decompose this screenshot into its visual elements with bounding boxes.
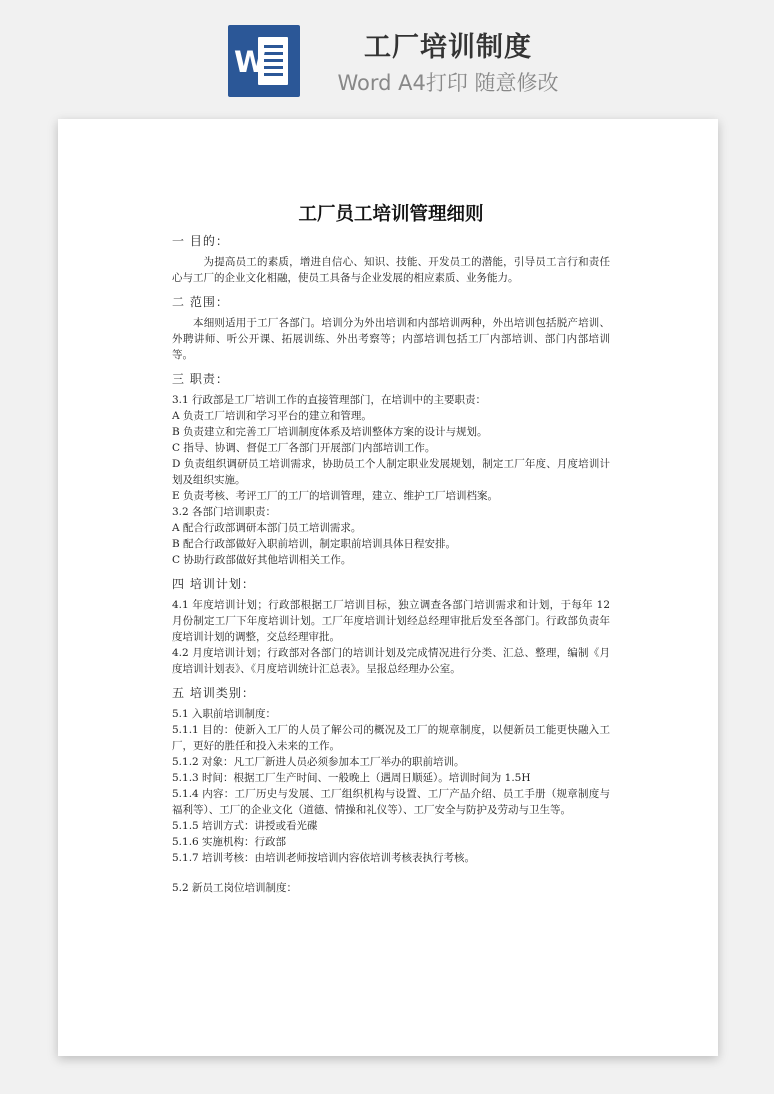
list-item: A 负责工厂培训和学习平台的建立和管理。 — [172, 410, 372, 422]
list-item: B 负责建立和完善工厂培训制度体系及培训整体方案的设计与规划。 — [172, 426, 488, 438]
paragraph: 为提高员工的素质，增进自信心、知识、技能、开发员工的潜能，引导员工言行和责任心与工厂的企业文化相融，使员工具备与企业发展的相应素质、业务能力。 — [172, 256, 610, 284]
document-body — [172, 201, 610, 896]
paragraph: 3.1 行政部是工厂培训工作的直接管理部门，在培训中的主要职责： — [172, 394, 487, 406]
list-item: E 负责考核、考评工厂的工厂的培训管理，建立、维护工厂培训档案。 — [172, 490, 499, 502]
word-letter: W — [234, 45, 266, 79]
paragraph: 4.2 月度培训计划；行政部对各部门的培训计划及完成情况进行分类、汇总、整理，编制《月度培训计划表》、《月度培训统计汇总表》。呈报总经理办公室。 — [172, 647, 610, 675]
paragraph: 本细则适用于工厂各部门。培训分为外出培训和内部培训两种，外出培训包括脱产培训、外聘讲师、听公开课、拓展训练、外出考察等；内部培训包括工厂内部培训、部门内部培训等。 — [172, 317, 610, 361]
header-banner — [0, 0, 774, 110]
paragraph: 4.1 年度培训计划；行政部根据工厂培训目标，独立调查各部门培训需求和计划，于每年 12 月份制定工厂下年度培训计划。工厂年度培训计划经总经理审批后发至各部门。行政部负责年度培训计划的调整，交总经理审批。 — [172, 599, 610, 643]
paragraph: 5.1.3 时间：根据工厂生产时间、一般晚上（遇周日顺延）。培训时间为 1.5H — [172, 772, 531, 784]
list-item: D 负责组织调研员工培训需求，协助员工个人制定职业发展规划，制定工厂年度、月度培训计划及组织实施。 — [172, 458, 610, 486]
list-item: A 配合行政部调研本部门员工培训需求。 — [172, 522, 362, 534]
section-heading-scope: 二 范围： — [172, 295, 229, 309]
section-heading-responsibilities: 三 职责： — [172, 372, 229, 386]
list-item: B 配合行政部做好入职前培训，制定职前培训具体日程安排。 — [172, 538, 457, 550]
paragraph: 5.2 新员工岗位培训制度： — [172, 882, 298, 894]
paragraph: 5.1.1 目的：使新入工厂的人员了解公司的概况及工厂的规章制度，以便新员工能更快融入工厂，更好的胜任和投入未来的工作。 — [172, 724, 610, 752]
list-item: C 指导、协调、督促工厂各部门开展部门内部培训工作。 — [172, 442, 436, 454]
paragraph: 3.2 各部门培训职责： — [172, 506, 277, 518]
document-page — [58, 119, 718, 1056]
paragraph: 5.1.6 实施机构：行政部 — [172, 836, 287, 848]
section-heading-training-plan: 四 培训计划： — [172, 577, 255, 591]
banner-subtitle: Word A4打印 随意修改 — [337, 71, 559, 95]
section-heading-purpose: 一 目的： — [172, 234, 229, 248]
paragraph: 5.1.5 培训方式：讲授或看光碟 — [172, 820, 318, 832]
document-title: 工厂员工培训管理细则 — [298, 204, 484, 225]
list-item: C 协助行政部做好其他培训相关工作。 — [172, 554, 352, 566]
banner-title: 工厂培训制度 — [364, 32, 532, 63]
paragraph: 5.1.7 培训考核：由培训老师按培训内容依培训考核表执行考核。 — [172, 852, 476, 864]
section-heading-training-types: 五 培训类别： — [172, 686, 255, 700]
paragraph: 5.1.2 对象：凡工厂新进人员必须参加本工厂举办的职前培训。 — [172, 756, 465, 768]
paragraph: 5.1 入职前培训制度： — [172, 708, 277, 720]
word-document-icon — [228, 25, 300, 97]
watermark — [85, 443, 150, 513]
paragraph: 5.1.4 内容：工厂历史与发展、工厂组织机构与设置、工厂产品介绍、员工手册（规章制度与福利等）、工厂的企业文化（道德、情操和礼仪等）、工厂安全与防护及劳动与卫生等。 — [172, 788, 610, 816]
